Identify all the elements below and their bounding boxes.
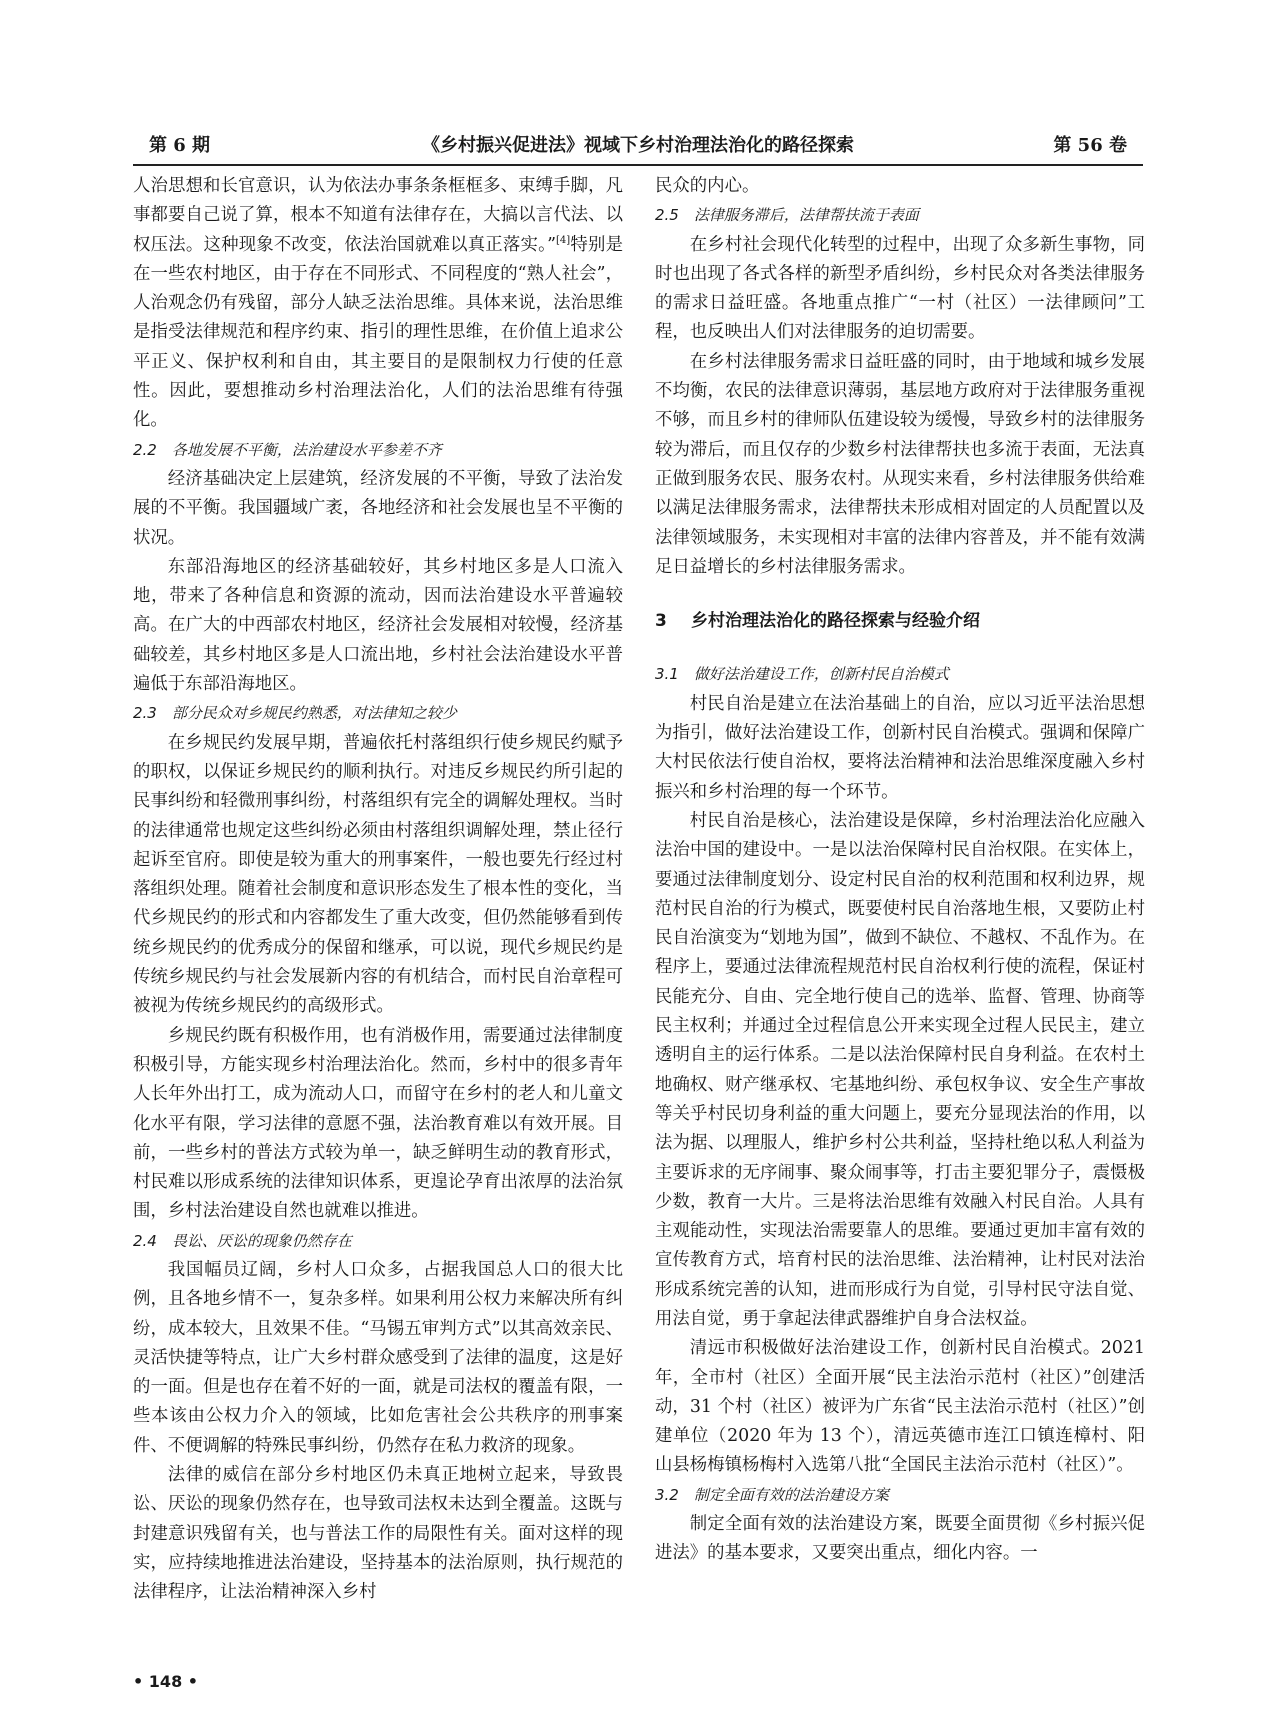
paragraph-text: 人治思想和长官意识，认为依法办事条条框框多、束缚手脚，凡事都要自己说了算，根本不知道有法律存在，大搞以言代法、以权压法。这种现象不改变，依法治国就难以真正落实。”: [133, 176, 623, 255]
header-rule: [133, 164, 1143, 166]
subsection-heading: 2.2 各地发展不平衡，法治建设水平参差不齐: [133, 440, 442, 459]
section-title: 乡村治理法治化的路径探索与经验介绍: [691, 611, 980, 632]
right-column: [655, 172, 1145, 1569]
issue-number: 第 6 期: [149, 135, 211, 156]
subsection-heading: 2.3 部分民众对乡规民约熟悉，对法律知之较少: [133, 704, 457, 723]
paragraph: 制定全面有效的法治建设方案，既要全面贯彻《乡村振兴促进法》的基本要求，又要突出重点，细化内容。一: [655, 1514, 1145, 1564]
running-title: 《乡村振兴促进法》视域下乡村治理法治化的路径探索: [422, 135, 854, 156]
page-number: • 148 •: [133, 1672, 198, 1691]
paragraph: 村民自治是核心，法治建设是保障，乡村治理法治化应融入法治中国的建设中。一是以法治保障村民自治权限。在实体上，要通过法律制度划分、设定村民自治的权利范围和权利边界，规范村民自治的行为模式，既要使村民自治落地生根，又要防止村民自治演变为“划地为国”，做到不缺位、不越权、不乱作为。在程序上，要通过法律流程规范村民自治权利行使的流程，保证村民能充分、自由、完全地行使自己的选举、监督、管理、协商等民主权利；并通过全过程信息公开来实现全过程人民民主，建立透明自主的运行体系。二是以法治保障村民自身利益。在农村土地确权、财产继承权、宅基地纠纷、承包权争议、安全生产事故等关乎村民切身利益的重大问题上，要充分显现法治的作用，以法为据、以理服人，维护乡村公共利益，坚持杜绝以私人利益为主要诉求的无序闹事、聚众闹事等，打击主要犯罪分子，震慑极少数，教育一大片。三是将法治思维有效融入村民自治。人具有主观能动性，实现法治需要靠人的思维。要通过更加丰富有效的宣传教育方式，培育村民的法治思维、法治精神，让村民对法治形成系统完善的认知，进而形成行为自觉，引导村民守法自觉、用法自觉，勇于拿起法律武器维护自身合法权益。: [655, 810, 1145, 1329]
paragraph: 在乡村法律服务需求日益旺盛的同时，由于地域和城乡发展不均衡，农民的法律意识薄弱，基层地方政府对于法律服务重视不够，而且乡村的律师队伍建设较为缓慢，导致乡村的法律服务较为滞后，而且仅存的少数乡村法律帮扶也多流于表面，无法真正做到服务农民、服务农村。从现实来看，乡村法律服务供给难以满足法律服务需求，法律帮扶未形成相对固定的人员配置以及法律领域服务，未实现相对丰富的法律内容普及，并不能有效满足日益增长的乡村法律服务需求。: [655, 351, 1145, 577]
paragraph: 乡规民约既有积极作用，也有消极作用，需要通过法律制度积极引导，方能实现乡村治理法治化。然而，乡村中的很多青年人长年外出打工，成为流动人口，而留守在乡村的老人和儿童文化水平有限，学习法律的意愿不强，法治教育难以有效开展。目前，一些乡村的普法方式较为单一，缺乏鲜明生动的教育形式，村民难以形成系统的法律知识体系，更遑论孕育出浓厚的法治氛围，乡村法治建设自然也就难以推进。: [133, 1025, 623, 1222]
paragraph: 民众的内心。: [655, 176, 760, 196]
paragraph: 东部沿海地区的经济基础较好，其乡村地区多是人口流入地，带来了各种信息和资源的流动，因而法治建设水平普遍较高。在广大的中西部农村地区，经济社会发展相对较慢，经济基础较差，其乡村地区多是人口流出地，乡村社会法治建设水平普遍低于东部沿海地区。: [133, 556, 623, 695]
paragraph: [133, 172, 623, 436]
left-column: [133, 172, 623, 1608]
section-number: 3: [655, 611, 667, 632]
subsection-heading: 3.1 做好法治建设工作，创新村民自治模式: [655, 665, 949, 684]
paragraph: 在乡村社会现代化转型的过程中，出现了众多新生事物，同时也出现了各式各样的新型矛盾纠纷，乡村民众对各类法律服务的需求日益旺盛。各地重点推广“一村（社区）一法律顾问”工程，也反映出人们对法律服务的迫切需要。: [655, 234, 1145, 343]
paragraph: 清远市积极做好法治建设工作，创新村民自治模式。2021 年，全市村（社区）全面开展“民主法治示范村（社区）”创建活动，31 个村（社区）被评为广东省“民主法治示范村（社区）”创建单位（2020 年为 13 个），清远英德市连江口镇连樟村、阳山县杨梅镇杨梅村入选第八批“全国民主法治示范村（社区）”。: [655, 1338, 1145, 1476]
paragraph: 村民自治是建立在法治基础上的自治，应以习近平法治思想为指引，做好法治建设工作，创新村民自治模式。强调和保障广大村民依法行使自治权，要将法治精神和法治思维深度融入乡村振兴和乡村治理的每一个环节。: [655, 693, 1145, 802]
running-header: [133, 132, 1143, 166]
volume-number: 第 56 卷: [1053, 135, 1127, 156]
subsection-heading: 3.2 制定全面有效的法治建设方案: [655, 1485, 889, 1504]
paragraph-text: 特别是在一些农村地区，由于存在不同形式、不同程度的“熟人社会”，人治观念仍有残留，部分人缺乏法治思维。具体来说，法治思维是指受法律规范和程序约束、指引的理性思维，在价值上追求公平正义、保护权利和自由，其主要目的是限制权力行使的任意性。因此，要想推动乡村治理法治化，人们的法治思维有待强化。: [133, 234, 623, 431]
subsection-heading: 2.4 畏讼、厌讼的现象仍然存在: [133, 1231, 352, 1250]
citation-mark: [4]: [555, 234, 571, 246]
paragraph: 法律的威信在部分乡村地区仍未真正地树立起来，导致畏讼、厌讼的现象仍然存在，也导致司法权未达到全覆盖。这既与封建意识残留有关，也与普法工作的局限性有关。面对这样的现实，应持续地推进法治建设，坚持基本的法治原则，执行规范的法律程序，让法治精神深入乡村: [133, 1465, 623, 1603]
section-heading: [655, 607, 1145, 636]
subsection-heading: 2.5 法律服务滞后，法律帮扶流于表面: [655, 206, 919, 225]
paragraph: 经济基础决定上层建筑，经济发展的不平衡，导致了法治发展的不平衡。我国疆域广袤，各地经济和社会发展也呈不平衡的状况。: [133, 468, 623, 548]
paragraph: 我国幅员辽阔，乡村人口众多，占据我国总人口的很大比例，且各地乡情不一，复杂多样。如果利用公权力来解决所有纠纷，成本较大，且效果不佳。“马锡五审判方式”以其高效亲民、灵活快捷等特点，让广大乡村群众感受到了法律的温度，这是好的一面。但是也存在着不好的一面，就是司法权的覆盖有限，一些本该由公权力介入的领域，比如危害社会公共秩序的刑事案件、不便调解的特殊民事纠纷，仍然存在私力救济的现象。: [133, 1259, 623, 1456]
paragraph: 在乡规民约发展早期，普遍依托村落组织行使乡规民约赋予的职权，以保证乡规民约的顺利执行。对违反乡规民约所引起的民事纠纷和轻微刑事纠纷，村落组织有完全的调解处理权。当时的法律通常也规定这些纠纷必须由村落组织调解处理，禁止径行起诉至官府。即使是较为重大的刑事案件，一般也要先行经过村落组织处理。随着社会制度和意识形态发生了根本性的变化，当代乡规民约的形式和内容都发生了重大改变，但仍然能够看到传统乡规民约的优秀成分的保留和继承，可以说，现代乡规民约是传统乡规民约与社会发展新内容的有机结合，而村民自治章程可被视为传统乡规民约的高级形式。: [133, 732, 623, 1017]
